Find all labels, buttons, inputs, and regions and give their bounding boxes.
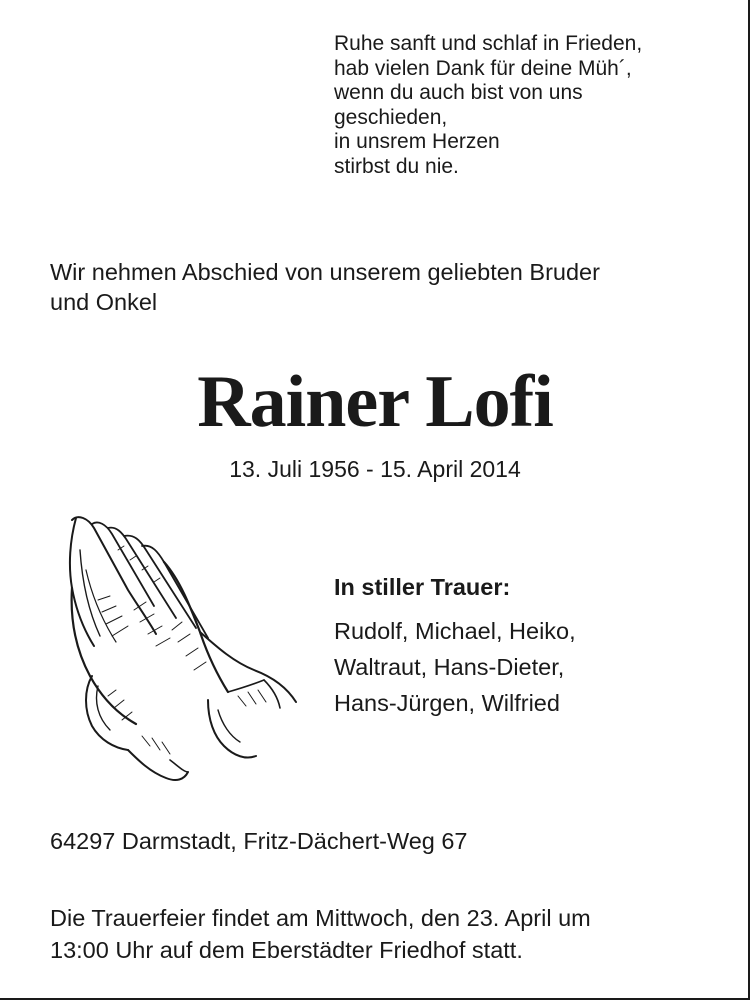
poem-line: hab vielen Dank für deine Müh´,	[334, 56, 632, 80]
life-dates: 13. Juli 1956 - 15. April 2014	[229, 456, 521, 482]
mourning-heading: In stiller Trauer:	[334, 574, 511, 600]
praying-hands-icon	[58, 510, 302, 794]
mourners-line: Hans-Jürgen, Wilfried	[334, 690, 560, 716]
ceremony-line: 13:00 Uhr auf dem Eberstädter Friedhof statt.	[50, 937, 523, 963]
poem-line: in unsrem Herzen	[334, 130, 500, 153]
poem-line: geschieden,	[334, 105, 448, 129]
deceased-name: Rainer Lofi	[197, 361, 553, 443]
ceremony-line: Die Trauerfeier findet am Mittwoch, den 23. April um	[50, 905, 591, 931]
poem-line: wenn du auch bist von uns	[334, 81, 583, 104]
farewell-line: und Onkel	[50, 289, 158, 315]
mourners-line: Rudolf, Michael, Heiko,	[334, 618, 576, 644]
farewell-line: Wir nehmen Abschied von unserem geliebten Bruder	[50, 259, 600, 285]
poem	[334, 32, 642, 179]
family-address: 64297 Darmstadt, Fritz-Dächert-Weg 67	[50, 828, 468, 854]
farewell-text	[50, 257, 600, 317]
mourners-list	[334, 613, 576, 721]
funeral-ceremony-info	[50, 902, 591, 966]
poem-line: stirbst du nie.	[334, 154, 459, 178]
poem-line: Ruhe sanft und schlaf in Frieden,	[334, 32, 643, 55]
mourners-line: Waltraut, Hans-Dieter,	[334, 654, 565, 680]
